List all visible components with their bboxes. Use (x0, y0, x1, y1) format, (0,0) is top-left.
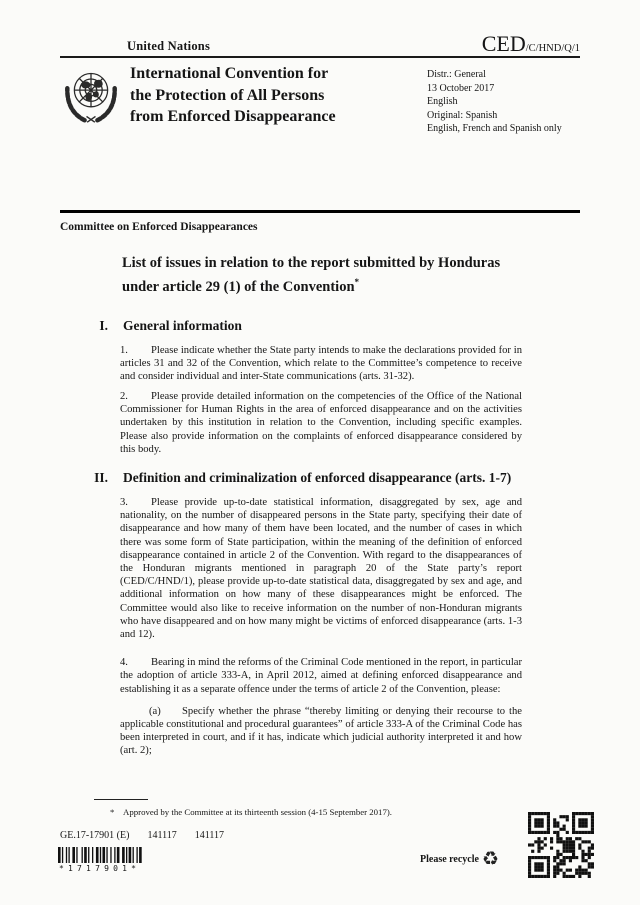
paragraph-number: 1. (120, 344, 128, 356)
barcode (58, 847, 143, 863)
paragraph-number: 3. (120, 496, 128, 508)
original-language-line: Original: Spanish (427, 109, 498, 121)
please-recycle (420, 850, 499, 869)
ge-number-line (60, 830, 242, 841)
subparagraph-a (120, 705, 522, 758)
convention-title-line-3: from Enforced Disappearance (130, 108, 336, 125)
paragraph-3 (120, 496, 522, 641)
document-title-text: List of issues in relation to the report submitted by Honduras under article 29 (1) of the Convention (122, 255, 501, 295)
paragraph-4 (120, 656, 522, 696)
paragraph-1 (120, 344, 522, 384)
document-symbol-main: CED (481, 31, 526, 56)
paragraph-number: (a) (149, 705, 161, 717)
processing-stamp-1: 141117 (147, 830, 177, 841)
document-body (60, 221, 580, 758)
language-line: English (427, 96, 458, 108)
paragraph-text: Please provide up-to-date statistical information, disaggregated by sex, age and nationality, on the number of disappeared persons in the State party, specifying their date of disappearance and how many of them have been located, and the number of cases in which there was some form of State participation, within the meaning of the definition of enforced disappearance contained in article 2 of the Convention. With regard to the disappearances of the Honduran migrants mentioned in paragraph 20 of the State party’s report (CED/C/HND/1), please provide up-to-date statistical data, disaggregated by sex and age, and additional information on how many of these disappearances might be enforced. The Committee would also like to receive information on the number of non-Honduran migrants who have disappeared and on how many might be victims of enforced disappearance (arts. 1-3 and 12). (120, 496, 522, 640)
distribution-block (427, 68, 562, 136)
section-heading-1 (60, 317, 580, 334)
recycle-icon: ♻ (481, 848, 499, 870)
recycle-label: Please recycle (420, 854, 479, 865)
paragraph-text: Specify whether the phrase “thereby limiting or denying their recourse to the applicable constitutional and procedural guarantees” of article 333-A of the Criminal Code has been interpreted in court, and if it has, indicate which judicial authority interpreted it and how (art. 2); (120, 705, 522, 757)
committee-name: Committee on Enforced Disappearances (60, 221, 258, 233)
paragraph-number: 2. (120, 390, 128, 402)
footnote-separator-rule (94, 799, 148, 800)
qr-code (528, 812, 594, 878)
footnote (110, 807, 530, 817)
document-symbol (482, 31, 580, 57)
processing-stamp-2: 141117 (194, 830, 224, 841)
distr-line: Distr.: General (427, 69, 486, 80)
paragraph-text: Please indicate whether the State party intends to make the declarations provided for in articles 31 and 32 of the Convention, which relate to the Committee’s competence to receive and consider individual and inter-State communications (arts. 31-32). (120, 344, 522, 383)
title-footnote-marker: * (354, 276, 360, 287)
section-divider-rule (60, 210, 580, 213)
paragraph-2 (120, 390, 522, 456)
barcode-digits: *1717901* (59, 864, 141, 873)
paragraph-text: Bearing in mind the reforms of the Criminal Code mentioned in the report, in particular the adoption of article 333-A, in April 2012, aimed at defining enforced disappearance and establishing it as a separate offence under the terms of article 2 of the Convention, please: (120, 657, 522, 695)
languages-note-line: English, French and Spanish only (427, 123, 562, 135)
paragraph-number: 4. (120, 657, 128, 669)
footnote-marker: * (110, 807, 115, 817)
footnote-text: Approved by the Committee at its thirteenth session (4-15 September 2017). (123, 807, 392, 817)
date-line: 13 October 2017 (427, 82, 495, 94)
document-symbol-suffix: /C/HND/Q/1 (525, 43, 580, 54)
un-org-label: United Nations (127, 39, 211, 53)
paragraph-text: Please provide detailed information on the competencies of the Office of the National Commissioner for Human Rights in the area of enforced disappearance and on the activities undertaken by this institution in relation to the Convention, including specific examples. Please also provide information on the complaints of enforced disappearance considered by this body. (120, 390, 522, 455)
section-numeral: I. (99, 317, 108, 333)
section-heading-text: General information (123, 317, 242, 333)
convention-title-line-1: International Convention for (130, 65, 329, 82)
section-heading-2 (60, 469, 580, 486)
convention-title (130, 63, 336, 128)
document-title (122, 254, 530, 296)
section-numeral: II. (94, 469, 108, 485)
ge-number: GE.17-17901 (E) (60, 830, 130, 841)
header-rule (60, 56, 580, 58)
un-emblem-icon (59, 62, 123, 126)
convention-title-line-2: the Protection of All Persons (130, 86, 325, 104)
section-heading-text: Definition and criminalization of enforced disappearance (arts. 1-7) (123, 469, 512, 485)
